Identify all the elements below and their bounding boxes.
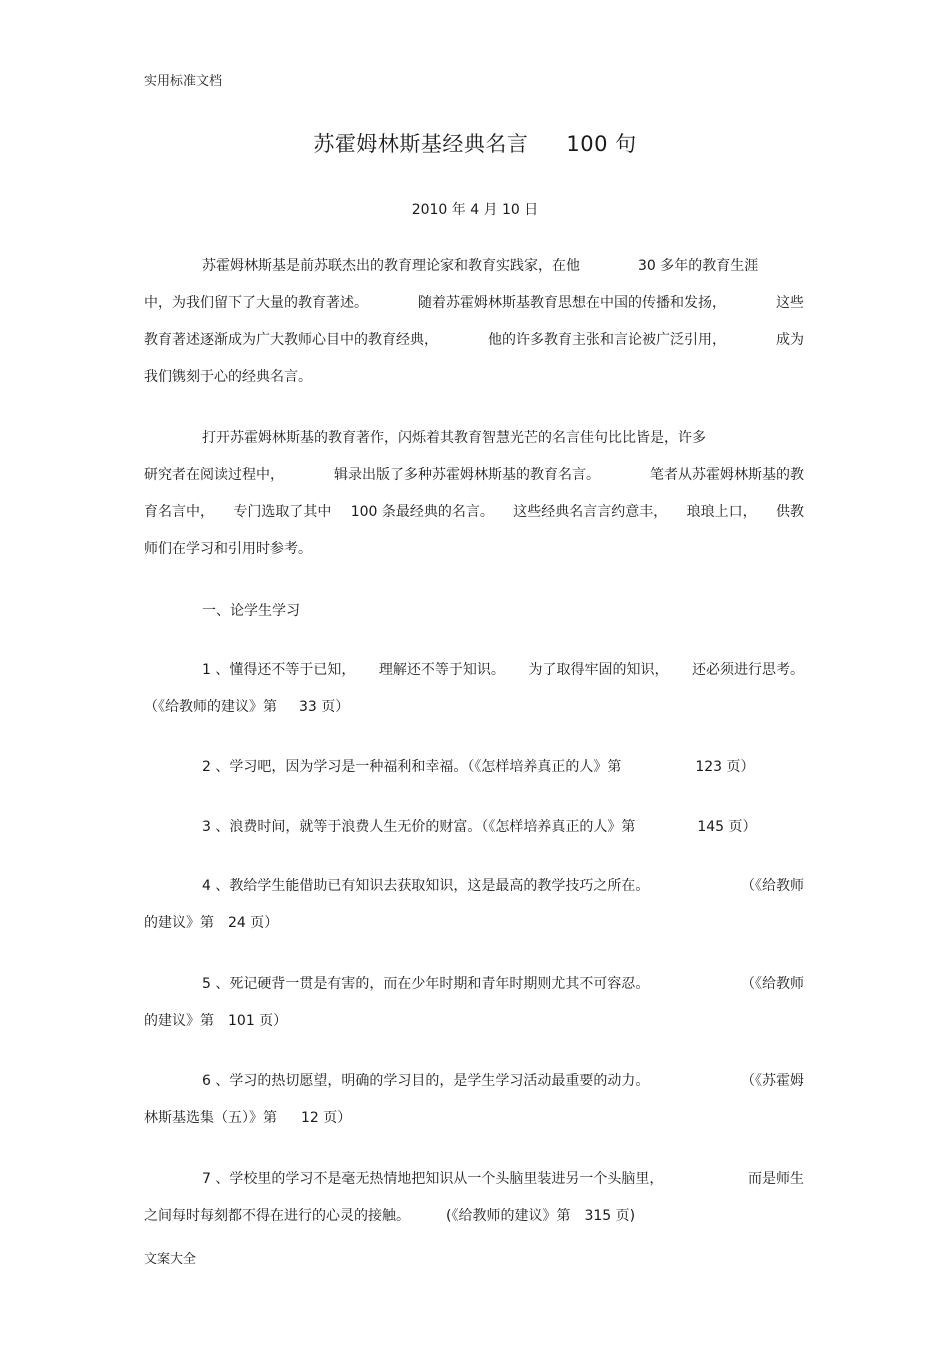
text-run: （《苏霍姆 [741, 1073, 804, 1089]
text-run: 145 页） [697, 819, 757, 835]
text-run: 育名言中， [144, 504, 214, 520]
text-run: 研究者在阅读过程中， [144, 467, 284, 483]
text-run: 24 页） [228, 915, 279, 931]
text-run: 辑录出版了多种苏霍姆林斯基的教育名言。 [334, 467, 600, 483]
document-title [0, 128, 950, 158]
text-run: 师们在学习和引用时参考。 [144, 541, 312, 557]
quote-1 [144, 652, 804, 726]
text-run: 12 页） [301, 1110, 352, 1126]
text-run: 6 、学习的热切愿望，明确的学习目的，是学生学习活动最重要的动力。 [202, 1073, 650, 1089]
text-run: 琅琅上口， [686, 504, 757, 520]
text-run: 的建议》第 [144, 1013, 214, 1029]
quote-5 [144, 966, 804, 1040]
text-run: 这些经典名言言约意丰， [513, 504, 668, 520]
intro-paragraph-2 [144, 420, 804, 568]
section-heading: 一、论学生学习 [202, 603, 300, 619]
text-run: 1 、懂得还不等于已知， [202, 662, 356, 678]
text-run: 中，为我们留下了大量的教育著述。 [144, 295, 368, 311]
text-run: 101 页） [228, 1013, 288, 1029]
text-run: 还必须进行思考。 [692, 662, 804, 678]
text-run: 5 、死记硬背一贯是有害的，而在少年时期和青年时期则尤其不可容忍。 [202, 976, 650, 992]
text-run: 笔者从苏霍姆林斯基的教 [650, 467, 804, 483]
intro-paragraph-1 [144, 248, 804, 396]
text-run: （《给教师 [741, 976, 804, 992]
text-run: 4 、教给学生能借助已有知识去获取知识，这是最高的教学技巧之所在。 [202, 878, 650, 894]
quote-3 [144, 809, 804, 846]
text-run: 为了取得牢固的知识， [528, 662, 669, 678]
text-run: 我们镌刻于心的经典名言。 [144, 369, 312, 385]
title-main: 苏霍姆林斯基经典名言 [313, 132, 529, 156]
text-run: 专门选取了其中 [233, 504, 332, 520]
text-run: 这些 [776, 295, 804, 311]
text-run: 7 、学校里的学习不是毫无热情地把知识从一个头脑里装进另一个头脑里， [202, 1171, 664, 1187]
text-run: 100 条最经典的名言。 [350, 504, 494, 520]
quote-7 [144, 1161, 804, 1235]
text-run: 3 、浪费时间，就等于浪费人生无价的财富。（《怎样培养真正的人》第 [202, 819, 636, 835]
text-run: 理解还不等于知识。 [378, 662, 505, 678]
quote-4 [144, 868, 804, 942]
page-footer: 文案大全 [144, 1252, 197, 1267]
text-run: 苏霍姆林斯基是前苏联杰出的教育理论家和教育实践家，在他 [202, 258, 580, 274]
quote-6 [144, 1063, 804, 1137]
text-run: 成为 [776, 332, 804, 348]
text-run: 而是师生 [748, 1171, 804, 1187]
text-run: 123 页） [695, 759, 755, 775]
text-run: 30 多年的教育生涯 [638, 258, 759, 274]
text-run: (《给教师的建议》第 [446, 1208, 571, 1224]
text-run: 2 、学习吧，因为学习是一种福利和幸福。（《怎样培养真正的人》第 [202, 759, 622, 775]
text-run: 他的许多教育主张和言论被广泛引用， [488, 332, 726, 348]
text-run: 315 页) [584, 1208, 636, 1224]
text-run: 打开苏霍姆林斯基的教育著作，闪烁着其教育智慧光芒的名言佳句比比皆是，许多 [202, 430, 706, 446]
text-run: 33 页） [299, 699, 350, 715]
text-run: 之间每时每刻都不得在进行的心灵的接触。 [144, 1208, 410, 1224]
quote-2 [144, 749, 804, 786]
page-header: 实用标准文档 [144, 74, 223, 89]
document-date: 2010 年 4 月 10 日 [411, 202, 539, 218]
text-run: 随着苏霍姆林斯基教育思想在中国的传播和发扬， [418, 295, 726, 311]
text-run: 的建议》第 [144, 915, 214, 931]
text-run: （《给教师的建议》第 [144, 699, 277, 715]
text-run: 教育著述逐渐成为广大教师心目中的教育经典， [144, 332, 438, 348]
text-run: 供教 [775, 504, 804, 520]
title-count: 100 句 [566, 132, 637, 156]
text-run: 林斯基选集（五）》第 [144, 1110, 277, 1126]
text-run: （《给教师 [741, 878, 804, 894]
